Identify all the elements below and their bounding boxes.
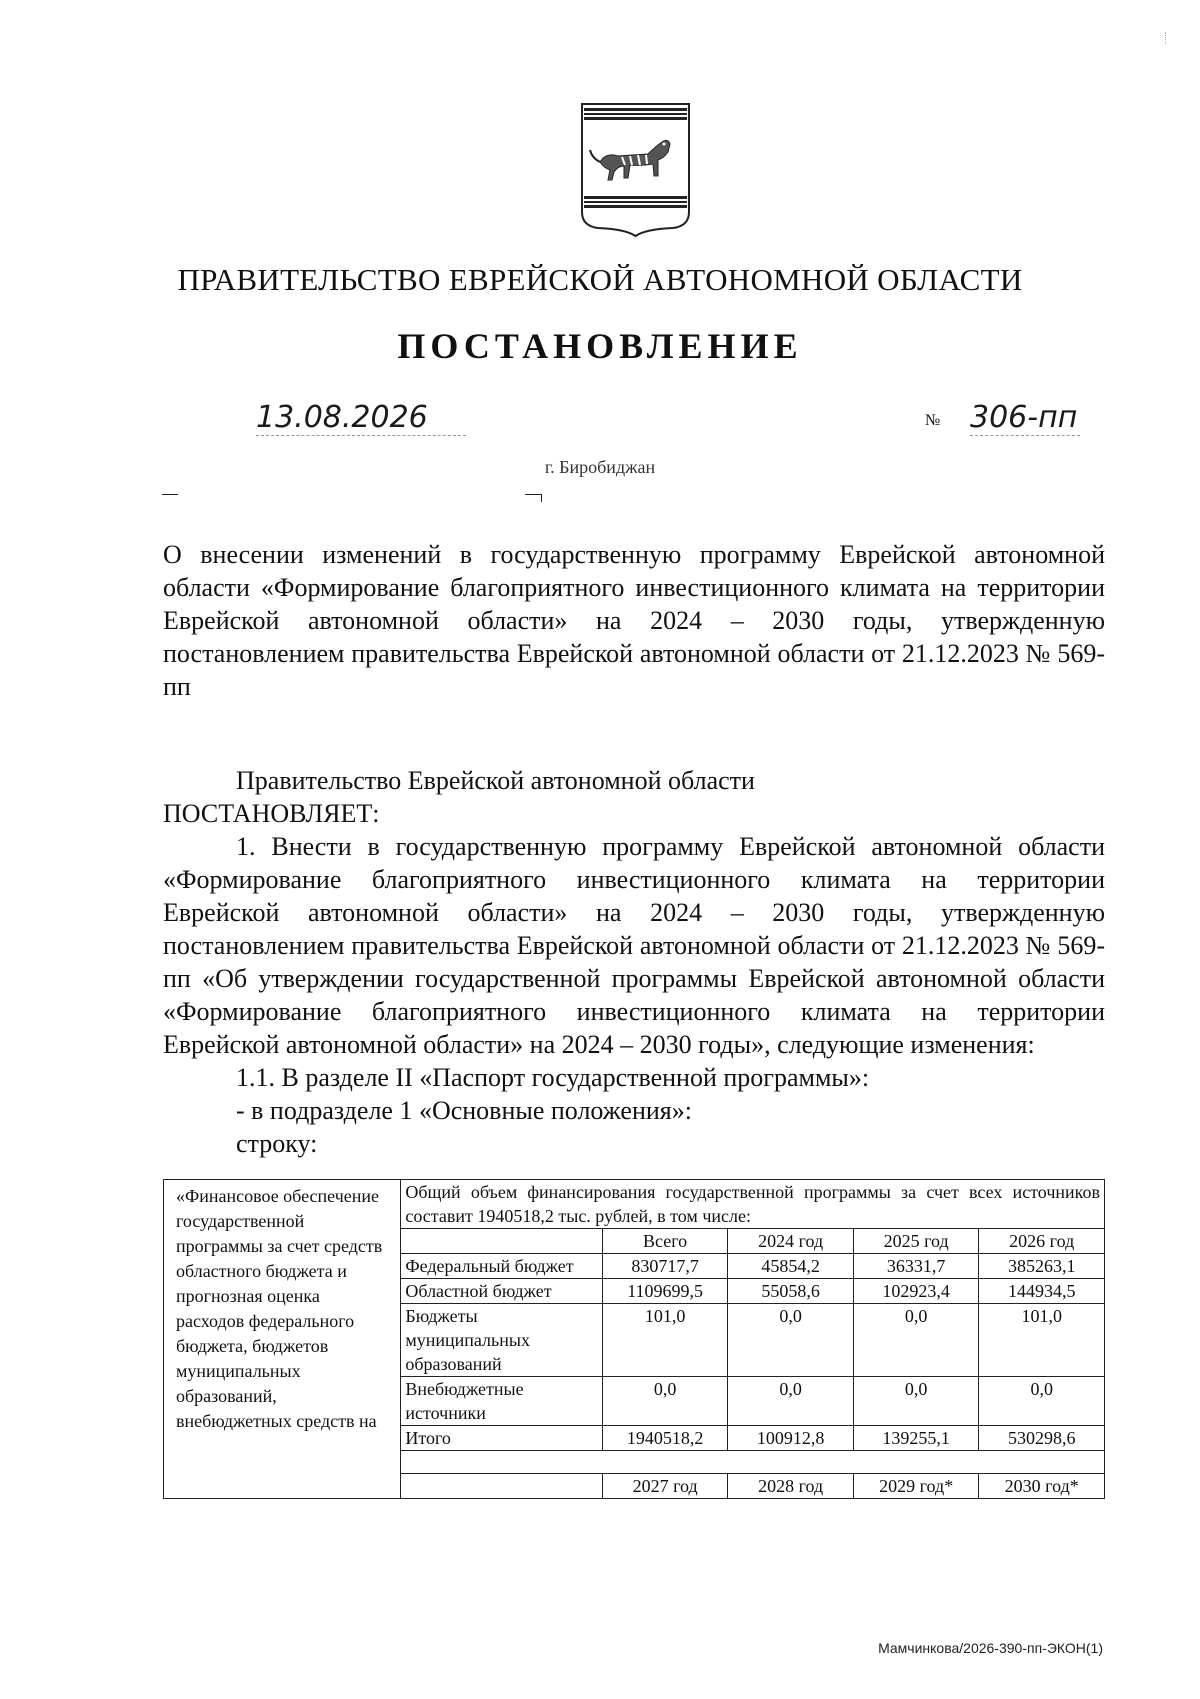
scan-mark [1165,32,1168,44]
row-label: Внебюджетные источники [401,1377,602,1426]
col-header: Всего [602,1229,728,1254]
row-label: Федеральный бюджет [401,1254,602,1279]
document-subject: О внесении изменений в государственную программу Еврейской автономной области «Формирование благоприятного инвестиционного климата на территории Еврейской автономной области» на 2024 – 2030 годы, утвержденную постановлением правительства Еврейской автономной области от 21.12.2023 № 569-пп [163,540,1105,701]
document-body [163,764,1105,1160]
cell-value: 0,0 [728,1304,854,1377]
cell-value: 139255,1 [853,1426,979,1451]
document-date: 13.08.2026 [256,400,466,436]
item-1-1: 1.1. В разделе II «Паспорт государственной программы»: [236,1063,870,1092]
document-type: ПОСТАНОВЛЕНИЕ [397,326,803,366]
cell-value: 1940518,2 [602,1426,728,1451]
decree-line: ПОСТАНОВЛЯЕТ: [163,799,380,828]
cell-value: 530298,6 [979,1426,1105,1451]
col-header: 2027 год [602,1474,728,1499]
cell-value: 0,0 [602,1377,728,1426]
cell-value: 101,0 [979,1304,1105,1377]
cell-value: 0,0 [728,1377,854,1426]
city: г. Биробиджан [544,457,656,477]
intro-line: Правительство Еврейской автономной области [236,766,755,795]
number-label: № [925,412,941,429]
summary-cell: Общий объем финансирования государственной программы за счет всех источников составит 1940518,2 тыс. рублей, в том числе: [401,1180,1105,1229]
cell-value: 101,0 [602,1304,728,1377]
subsection-line: - в подразделе 1 «Основные положения»: [236,1096,692,1125]
cell-value: 55058,6 [728,1279,854,1304]
cell-value: 36331,7 [853,1254,979,1279]
government-title: ПРАВИТЕЛЬСТВО ЕВРЕЙСКОЙ АВТОНОМНОЙ ОБЛАСТИ [177,262,1023,297]
row-label: Областной бюджет [401,1279,602,1304]
corner-mark-left [162,494,178,502]
col-header: 2030 год* [979,1474,1105,1499]
lead-cell: «Финансовое обеспечение государственной программы за счет средств областного бюджета и прогнозная оценка расходов федерального бюджета, бюджетов муниципальных образований, внебюджетных средств на [164,1180,401,1499]
header-empty-cell [401,1474,602,1499]
corner-mark-right [525,494,542,502]
col-header: 2024 год [728,1229,854,1254]
row-word: строку: [236,1129,318,1158]
col-header: 2025 год [853,1229,979,1254]
cell-value: 0,0 [979,1377,1105,1426]
financing-table [163,1179,1105,1499]
row-label: Бюджеты муниципальных образований [401,1304,602,1377]
cell-value: 830717,7 [602,1254,728,1279]
cell-value: 0,0 [853,1377,979,1426]
footer-reference: Мамчинкова/2026-390-пп-ЭКОН(1) [878,1640,1103,1656]
header-empty-cell [401,1229,602,1254]
cell-value: 385263,1 [979,1254,1105,1279]
cell-value: 102923,4 [853,1279,979,1304]
cell-value: 0,0 [853,1304,979,1377]
document-number: 306-пп [970,400,1080,436]
cell-value: 45854,2 [728,1254,854,1279]
coat-of-arms-icon [578,100,693,238]
col-header: 2028 год [728,1474,854,1499]
col-header: 2029 год* [853,1474,979,1499]
empty-spacer-row [401,1451,1105,1474]
item-1: 1. Внести в государственную программу Еврейской автономной области «Формирование благоприятного инвестиционного климата на территории Еврейской автономной области» на 2024 – 2030 годы, утвержденную постановлением правительства Еврейской автономной области от 21.12.2023 № 569-пп «Об утверждении государственной программы Еврейской автономной области «Формирование благоприятного инвестиционного климата на территории Еврейской автономной области» на 2024 – 2030 годы», следующие изменения: [163,832,1105,1059]
cell-value: 100912,8 [728,1426,854,1451]
row-label: Итого [401,1426,602,1451]
col-header: 2026 год [979,1229,1105,1254]
cell-value: 1109699,5 [602,1279,728,1304]
cell-value: 144934,5 [979,1279,1105,1304]
